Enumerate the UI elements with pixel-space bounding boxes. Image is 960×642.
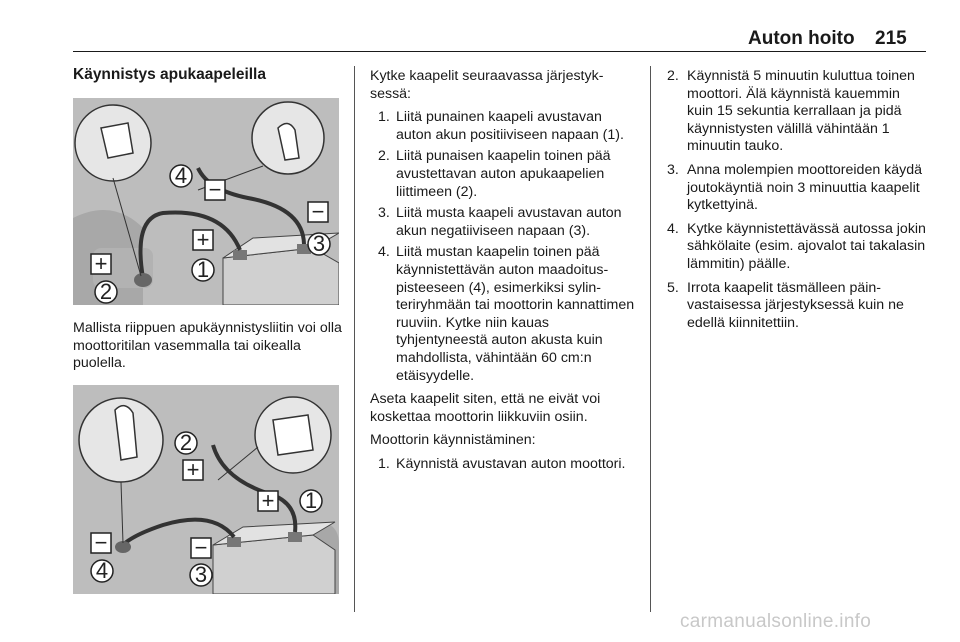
list-item: 4. Kytke käynnistettävässä autossa jokin sähkölaite (esim. ajovalot tai takalasin lämmitin) päälle. [667, 220, 926, 272]
engine-start-title: Moottorin käynnistäminen: [370, 432, 536, 449]
engine-start-steps-continued [667, 68, 929, 332]
page-number: 215 [875, 28, 907, 49]
watermark: carmanualsonline.info [680, 611, 872, 632]
fig2-callout-3: 3 [194, 562, 208, 587]
figure-jump-start-right [73, 385, 339, 594]
column-divider-2 [650, 66, 651, 612]
list-item: 3. Liitä musta kaapeli avustavan auton akun negatiiviseen napaan (3). [378, 205, 622, 239]
column-divider-1 [354, 66, 355, 612]
fig1-callout-3: 3 [312, 231, 326, 256]
column-2 [370, 68, 636, 479]
svg-text:−: − [194, 535, 208, 560]
list-item: 4. Liitä mustan kaapelin toinen pää käynnistettävän auton maadoituspisteeseen (4), esimerkiksi sylinteriryhmään tai moottorin kannattimen ruuviin. Kytke niin kauas tyhjentyneestä auton akusta kuin mahdollista, vähintään 60 cm:n etäisyydelle. [378, 244, 635, 384]
engine-start-steps [370, 456, 636, 474]
jump-start-illustration-2 [73, 385, 339, 594]
list-item: 2. Käynnistä 5 minuutin kuluttua toinen moottori. Älä käynnistä kauemmin kuin 15 sekuntia kerrallaan ja pidä käynnistysten välillä vähintään 1 minuutin tauko. [667, 68, 915, 155]
jump-start-illustration-1 [73, 98, 339, 305]
list-item: 2. Liitä punaisen kaapelin toinen pää avustettavan auton apukaapelien liittimeen (2). [378, 148, 611, 200]
column-3 [667, 68, 929, 338]
list-item: 1. Käynnistä avustavan auton moottori. [378, 455, 626, 472]
running-header-title: Auton hoito [748, 28, 855, 49]
list-item: 3. Anna molempien moottoreiden käydä joutokäyntiä noin 3 minuuttia kaapelit kytkettyinä. [667, 161, 923, 214]
fig1-callout-1: 1 [196, 257, 210, 282]
figure-jump-start-left [73, 98, 339, 305]
list-item: 5. Irrota kaapelit täsmälleen päinvastaisessa järjestyksessä kuin ne edellä kiinnitettiin. [667, 279, 904, 331]
fig2-callout-1: 1 [304, 488, 318, 513]
svg-text:+: + [261, 488, 275, 513]
list-item: 1. Liitä punainen kaapeli avustavan auton akun positiiviseen napaan (1). [378, 109, 624, 143]
fig1-callout-2: 2 [99, 279, 113, 304]
svg-text:+: + [196, 227, 210, 252]
fig2-callout-2: 2 [179, 430, 193, 455]
section-title: Käynnistys apukaapeleilla [73, 66, 266, 83]
connection-order-intro: Kytke kaapelit seuraavassa järjestyksessä: [370, 68, 604, 102]
svg-text:−: − [94, 530, 108, 555]
fig1-callout-4: 4 [174, 163, 188, 188]
svg-text:−: − [208, 177, 222, 202]
figure-caption: Mallista riippuen apukäynnistysliitin voi olla moottoritilan vasemmalla tai oikealla puolella. [73, 320, 342, 372]
fig2-callout-4: 4 [95, 558, 109, 583]
cable-placement-note: Aseta kaapelit siten, että ne eivät voi koskettaa moottorin liikkuviin osiin. [370, 391, 601, 425]
header-rule [73, 51, 926, 52]
svg-text:−: − [311, 199, 325, 224]
svg-text:+: + [186, 457, 200, 482]
svg-text:+: + [94, 251, 108, 276]
connection-steps [370, 109, 636, 385]
